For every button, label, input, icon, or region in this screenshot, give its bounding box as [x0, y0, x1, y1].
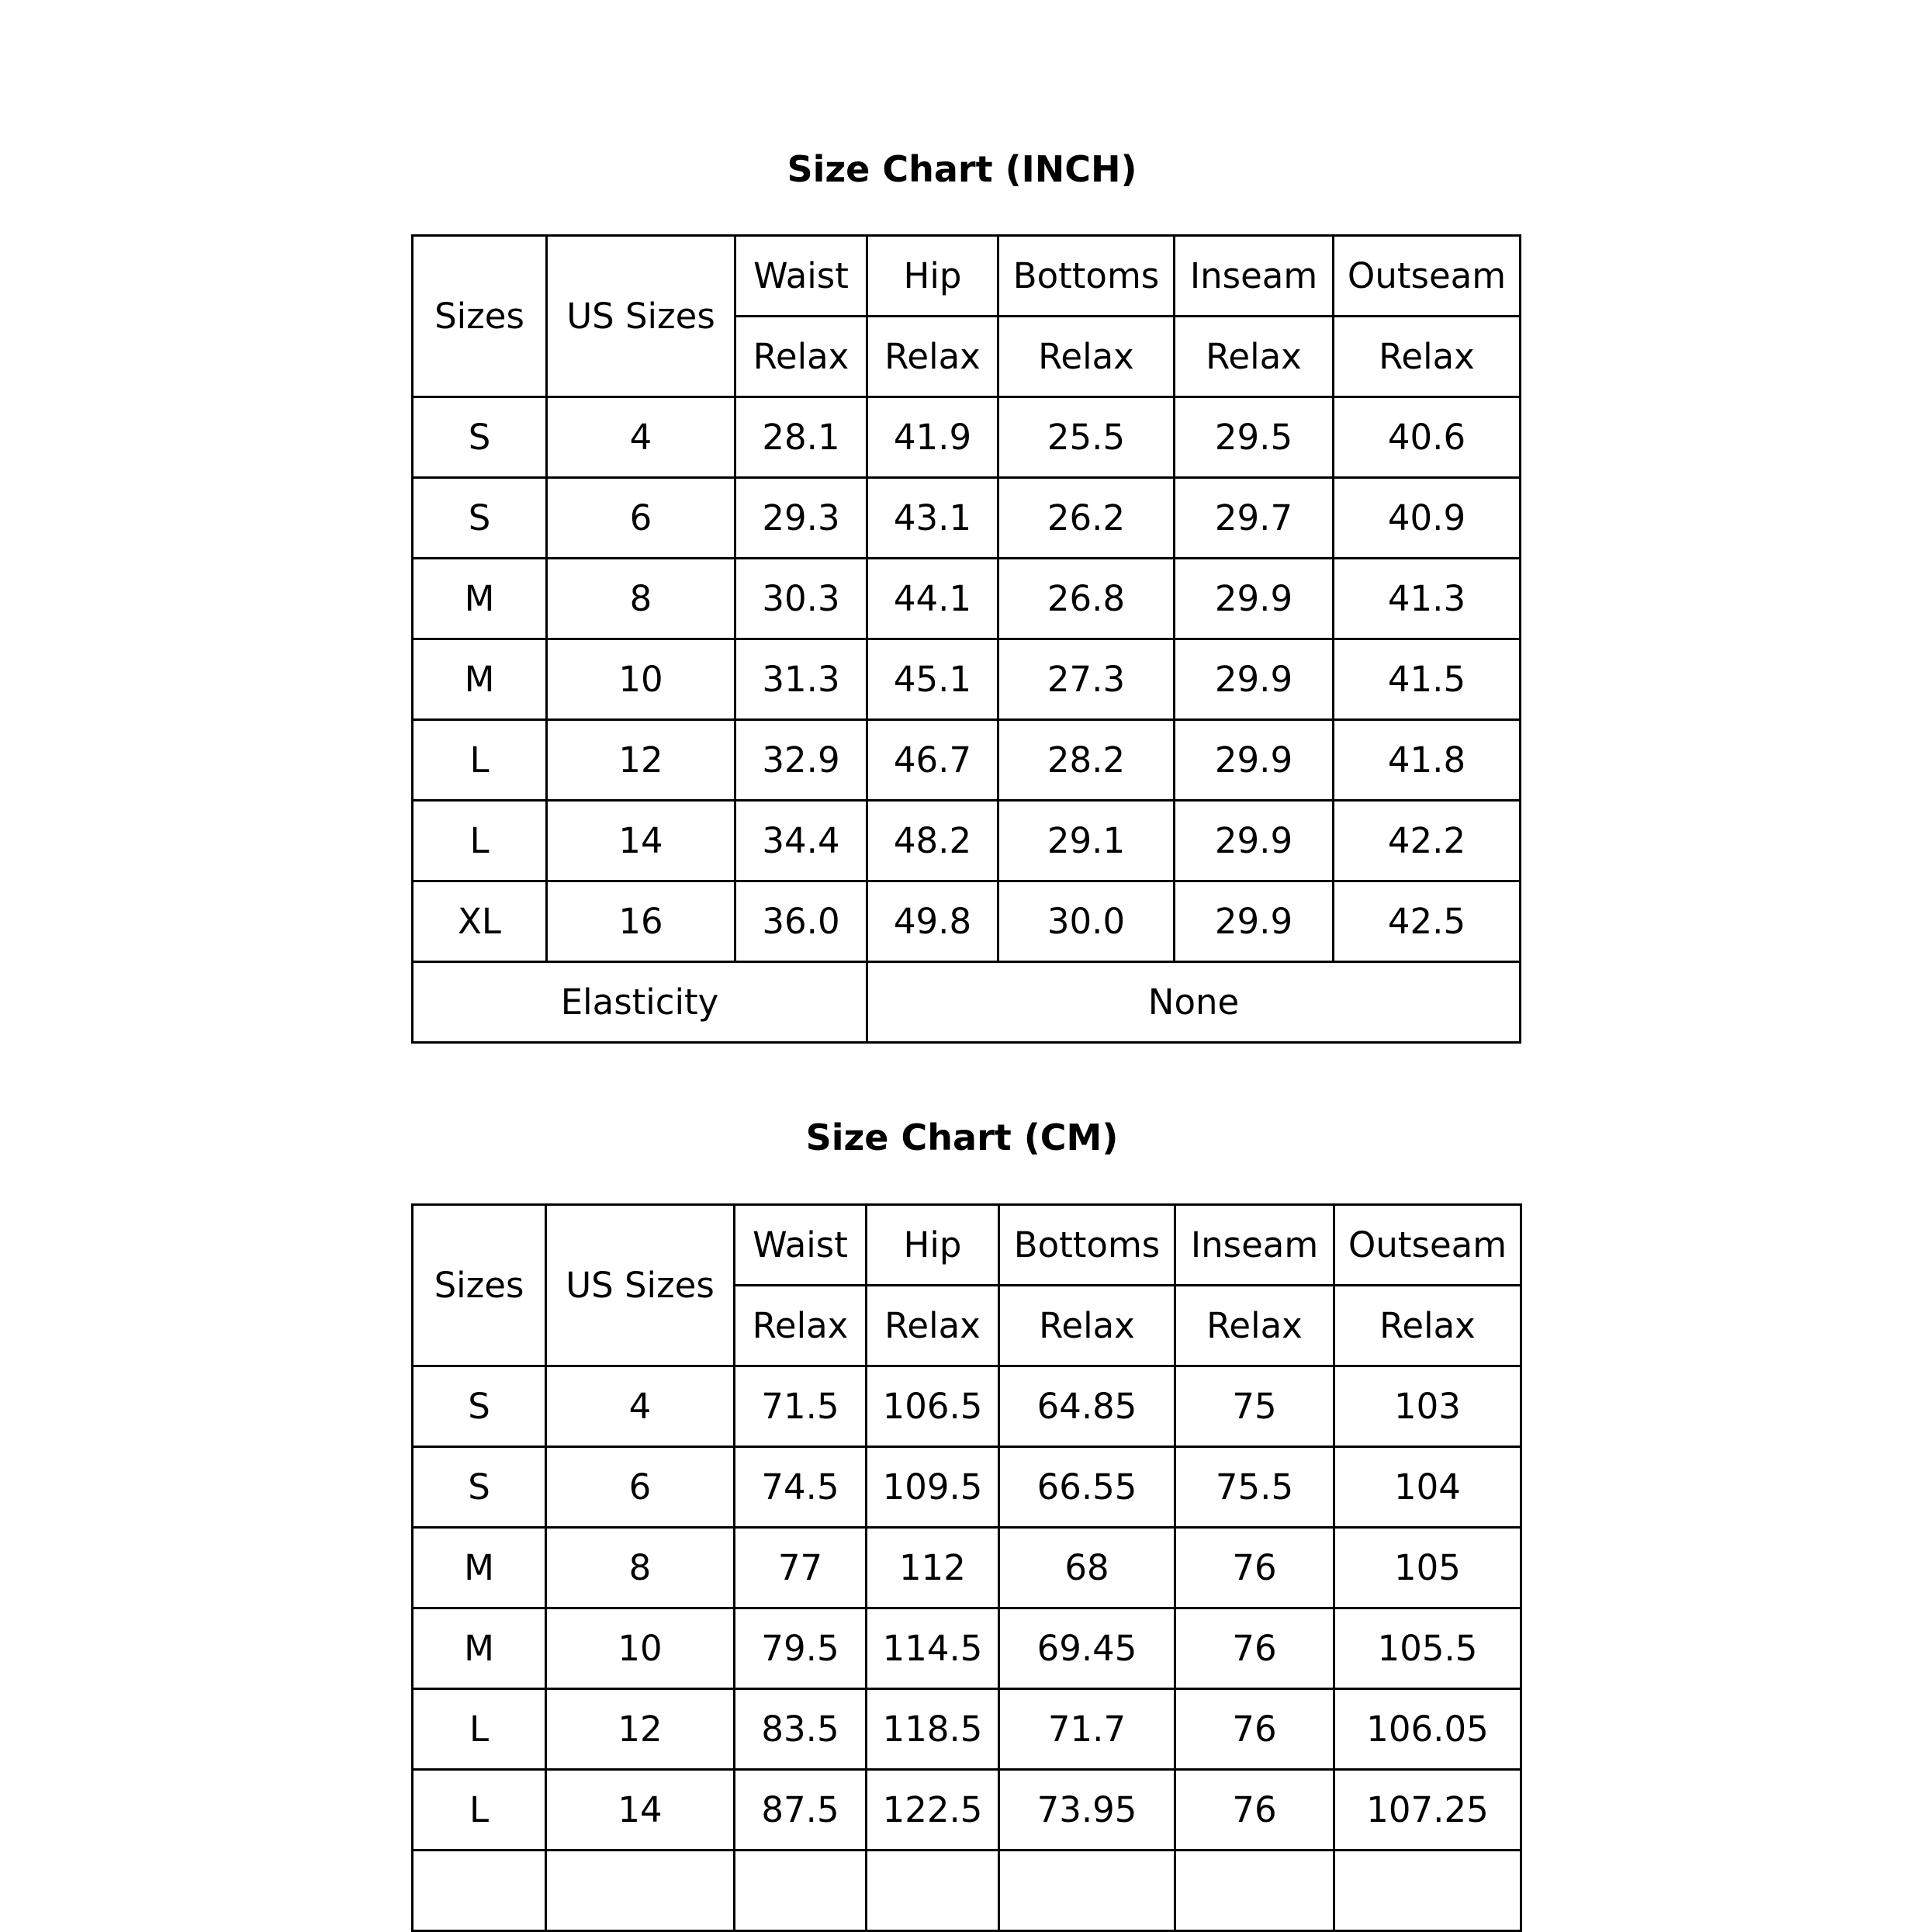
- table-row: [413, 720, 1521, 801]
- header-outseam: Outseam: [1334, 1205, 1521, 1286]
- table-cell: 8: [546, 1528, 735, 1608]
- table-cell: [999, 1851, 1175, 1931]
- table-cell: 73.95: [999, 1770, 1175, 1851]
- table-row: [413, 559, 1521, 639]
- table-cell: 8: [547, 559, 735, 639]
- table-cell: 29.9: [1175, 801, 1334, 881]
- table-cell: 26.8: [998, 559, 1175, 639]
- table-cell: 46.7: [867, 720, 998, 801]
- table-cell: 103: [1334, 1366, 1521, 1447]
- table-cell: XL: [413, 881, 547, 962]
- subheader-cell: Relax: [1334, 1286, 1521, 1366]
- table-cell: [735, 1851, 867, 1931]
- table-cell: 29.7: [1175, 478, 1334, 559]
- table-cell: 64.85: [999, 1366, 1175, 1447]
- header-waist: Waist: [735, 1205, 867, 1286]
- table-cell: 104: [1334, 1447, 1521, 1528]
- table-cell: 45.1: [867, 639, 998, 720]
- table-cell: 114.5: [867, 1608, 999, 1689]
- table-cell: 6: [547, 478, 735, 559]
- table-cell: 6: [546, 1447, 735, 1528]
- table-cell: [1175, 1851, 1334, 1931]
- table-cell: 29.9: [1175, 559, 1334, 639]
- table-cell: 42.5: [1334, 881, 1521, 962]
- table-cell: 41.5: [1334, 639, 1521, 720]
- table-cell: 27.3: [998, 639, 1175, 720]
- size-chart-inch-table: [411, 234, 1521, 1044]
- table-cell: [1334, 1851, 1521, 1931]
- subheader-cell: Relax: [867, 1286, 999, 1366]
- size-chart-inch-title: Size Chart (INCH): [787, 148, 1137, 190]
- table-cell: 42.2: [1334, 801, 1521, 881]
- table-cell: 29.3: [735, 478, 867, 559]
- table-cell: 29.9: [1175, 720, 1334, 801]
- table-cell: M: [413, 639, 547, 720]
- table-cell: 66.55: [999, 1447, 1175, 1528]
- table-cell: 34.4: [735, 801, 867, 881]
- header-outseam: Outseam: [1334, 236, 1521, 317]
- header-sizes: Sizes: [413, 236, 547, 397]
- table-cell: [413, 1851, 546, 1931]
- subheader-cell: Relax: [998, 317, 1175, 397]
- table-cell: 43.1: [867, 478, 998, 559]
- table-cell: 122.5: [867, 1770, 999, 1851]
- subheader-cell: Relax: [999, 1286, 1175, 1366]
- table-cell: 83.5: [735, 1689, 867, 1770]
- table-cell: M: [413, 559, 547, 639]
- table-row: [413, 1770, 1521, 1851]
- table-row: [413, 1689, 1521, 1770]
- table-cell: 16: [547, 881, 735, 962]
- table-cell: 41.3: [1334, 559, 1521, 639]
- table-cell: 49.8: [867, 881, 998, 962]
- table-cell: 68: [999, 1528, 1175, 1608]
- table-cell: M: [413, 1608, 546, 1689]
- table-cell: 77: [735, 1528, 867, 1608]
- elasticity-value: None: [867, 962, 1521, 1043]
- table-cell: S: [413, 1447, 546, 1528]
- subheader-cell: Relax: [735, 317, 867, 397]
- elasticity-label: Elasticity: [413, 962, 867, 1043]
- table-cell: S: [413, 1366, 546, 1447]
- table-cell: 41.9: [867, 397, 998, 478]
- size-chart-cm-title: Size Chart (CM): [805, 1117, 1119, 1158]
- table-cell: L: [413, 801, 547, 881]
- header-bottoms: Bottoms: [999, 1205, 1175, 1286]
- size-chart-cm-table: [411, 1203, 1522, 1932]
- table-cell: 48.2: [867, 801, 998, 881]
- table-row: [413, 1447, 1521, 1528]
- table-cell: 29.9: [1175, 639, 1334, 720]
- header-us-sizes: US Sizes: [547, 236, 735, 397]
- table-cell: 29.1: [998, 801, 1175, 881]
- header-inseam: Inseam: [1175, 236, 1334, 317]
- table-cell: 76: [1175, 1528, 1334, 1608]
- table-row: [413, 478, 1521, 559]
- table-row: [413, 1366, 1521, 1447]
- header-us-sizes: US Sizes: [546, 1205, 735, 1366]
- table-cell: 4: [547, 397, 735, 478]
- subheader-cell: Relax: [1334, 317, 1521, 397]
- table-row: [413, 881, 1521, 962]
- table-cell: 41.8: [1334, 720, 1521, 801]
- header-bottoms: Bottoms: [998, 236, 1175, 317]
- subheader-cell: Relax: [1175, 1286, 1334, 1366]
- table-row: [413, 639, 1521, 720]
- table-cell: 87.5: [735, 1770, 867, 1851]
- table-cell: 109.5: [867, 1447, 999, 1528]
- table-cell: 32.9: [735, 720, 867, 801]
- table-cell: 29.9: [1175, 881, 1334, 962]
- table-cell: 26.2: [998, 478, 1175, 559]
- table-cell: 107.25: [1334, 1770, 1521, 1851]
- table-cell: S: [413, 478, 547, 559]
- table-cell: 112: [867, 1528, 999, 1608]
- table-cell: L: [413, 1770, 546, 1851]
- table-cell: [546, 1851, 735, 1931]
- table-cell: 30.0: [998, 881, 1175, 962]
- table-cell: 105.5: [1334, 1608, 1521, 1689]
- table-cell: L: [413, 1689, 546, 1770]
- table-cell: 14: [547, 801, 735, 881]
- table-cell: 44.1: [867, 559, 998, 639]
- table-cell: [867, 1851, 999, 1931]
- table-row: [413, 801, 1521, 881]
- table-cell: 28.2: [998, 720, 1175, 801]
- header-row: [413, 1205, 1521, 1286]
- table-cell: 74.5: [735, 1447, 867, 1528]
- header-waist: Waist: [735, 236, 867, 317]
- table-cell: 28.1: [735, 397, 867, 478]
- header-sizes: Sizes: [413, 1205, 546, 1366]
- table-row: [413, 397, 1521, 478]
- table-cell: 69.45: [999, 1608, 1175, 1689]
- subheader-cell: Relax: [735, 1286, 867, 1366]
- elasticity-row: [413, 962, 1521, 1043]
- table-cell: 30.3: [735, 559, 867, 639]
- header-inseam: Inseam: [1175, 1205, 1334, 1286]
- table-cell: M: [413, 1528, 546, 1608]
- table-cell: 76: [1175, 1689, 1334, 1770]
- table-cell: 10: [546, 1608, 735, 1689]
- table-cell: 106.05: [1334, 1689, 1521, 1770]
- table-cell: 106.5: [867, 1366, 999, 1447]
- table-cell: 118.5: [867, 1689, 999, 1770]
- table-cell: 4: [546, 1366, 735, 1447]
- header-hip: Hip: [867, 236, 998, 317]
- table-cell: 10: [547, 639, 735, 720]
- table-row-cutoff: [413, 1851, 1521, 1931]
- subheader-cell: Relax: [867, 317, 998, 397]
- table-cell: 36.0: [735, 881, 867, 962]
- table-cell: S: [413, 397, 547, 478]
- table-cell: 76: [1175, 1770, 1334, 1851]
- table-cell: 25.5: [998, 397, 1175, 478]
- header-hip: Hip: [867, 1205, 999, 1286]
- table-cell: 71.5: [735, 1366, 867, 1447]
- table-cell: 76: [1175, 1608, 1334, 1689]
- table-cell: 40.9: [1334, 478, 1521, 559]
- table-cell: 71.7: [999, 1689, 1175, 1770]
- table-cell: 12: [547, 720, 735, 801]
- table-cell: 75: [1175, 1366, 1334, 1447]
- table-cell: 29.5: [1175, 397, 1334, 478]
- table-cell: 79.5: [735, 1608, 867, 1689]
- table-cell: 40.6: [1334, 397, 1521, 478]
- table-row: [413, 1608, 1521, 1689]
- table-cell: L: [413, 720, 547, 801]
- table-cell: 14: [546, 1770, 735, 1851]
- table-cell: 31.3: [735, 639, 867, 720]
- table-cell: 105: [1334, 1528, 1521, 1608]
- table-cell: 75.5: [1175, 1447, 1334, 1528]
- header-row: [413, 236, 1521, 317]
- table-row: [413, 1528, 1521, 1608]
- subheader-cell: Relax: [1175, 317, 1334, 397]
- table-cell: 12: [546, 1689, 735, 1770]
